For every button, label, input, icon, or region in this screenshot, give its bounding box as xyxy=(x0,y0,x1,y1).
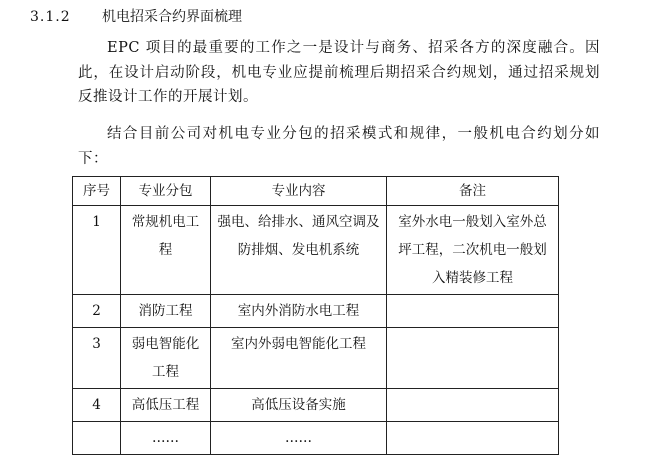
paragraph-lead-in: 结合目前公司对机电专业分包的招采模式和规律，一般机电合约划分如下： xyxy=(78,126,600,167)
cell-note xyxy=(387,422,559,455)
cell-name: …… xyxy=(121,422,211,455)
cell-content: 室内外弱电智能化工程 xyxy=(211,328,387,389)
cell-num: 2 xyxy=(73,295,121,328)
cell-num: 1 xyxy=(73,206,121,295)
cell-name: 常规机电工程 xyxy=(121,206,211,295)
section-number: 3.1.2 xyxy=(30,9,71,25)
section-title: 机电招采合约界面梳理 xyxy=(102,9,242,25)
header-note: 备注 xyxy=(387,177,559,206)
header-content: 专业内容 xyxy=(211,177,387,206)
cell-content: 室内外消防水电工程 xyxy=(211,295,387,328)
cell-note xyxy=(387,328,559,389)
cell-num: 3 xyxy=(73,328,121,389)
cell-name: 消防工程 xyxy=(121,295,211,328)
table-row xyxy=(73,206,559,295)
cell-note xyxy=(387,389,559,422)
cell-name: 高低压工程 xyxy=(121,389,211,422)
header-seq: 序号 xyxy=(73,177,121,206)
header-subcontract: 专业分包 xyxy=(121,177,211,206)
cell-note xyxy=(387,295,559,328)
table-row xyxy=(73,422,559,455)
cell-content: 强电、给排水、通风空调及防排烟、发电机系统 xyxy=(211,206,387,295)
cell-note: 室外水电一般划入室外总坪工程，二次机电一般划入精装修工程 xyxy=(387,206,559,295)
cell-num: 4 xyxy=(73,389,121,422)
subcontract-table xyxy=(72,176,559,455)
section-heading xyxy=(30,6,242,28)
cell-name: 弱电智能化工程 xyxy=(121,328,211,389)
cell-content: …… xyxy=(211,422,387,455)
cell-num xyxy=(73,422,121,455)
table-row xyxy=(73,389,559,422)
cell-content: 高低压设备实施 xyxy=(211,389,387,422)
table-row xyxy=(73,295,559,328)
paragraph-intro: EPC 项目的最重要的工作之一是设计与商务、招采各方的深度融合。因此，在设计启动阶段，机电专业应提前梳理后期招采合约规划，通过招采规划反推设计工作的开展计划。 xyxy=(78,40,600,105)
table-header-row xyxy=(73,177,559,206)
table-row xyxy=(73,328,559,389)
